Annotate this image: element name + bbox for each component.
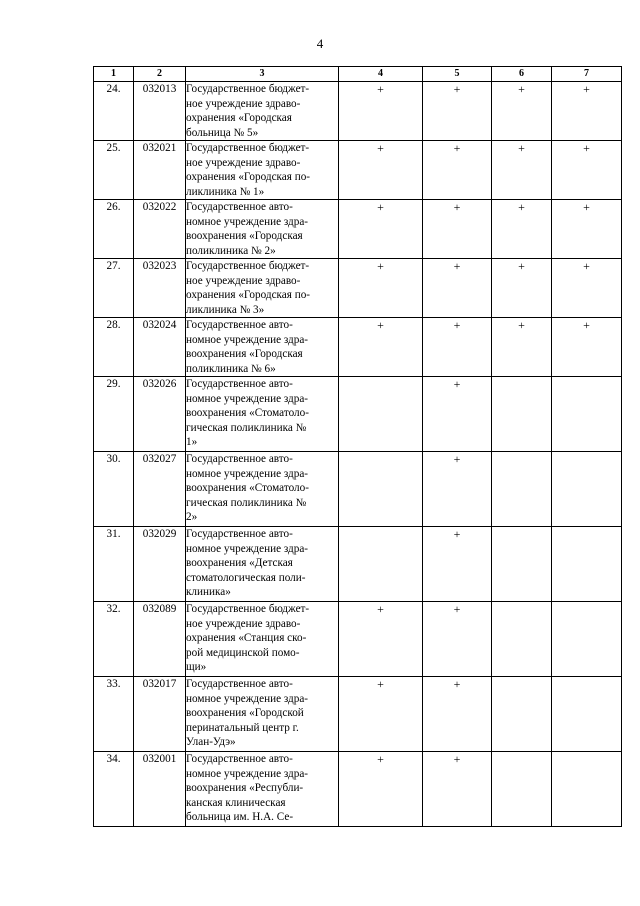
institution-name-line: ное учреждение здраво-	[186, 274, 301, 287]
institution-name-line: перинатальный центр г.	[186, 721, 299, 734]
mark-col-5: +	[423, 527, 492, 602]
row-number: 31.	[94, 527, 134, 602]
table-body	[94, 82, 622, 827]
header-col-3: 3	[186, 67, 339, 82]
mark-col-6	[492, 752, 552, 827]
header-col-6: 6	[492, 67, 552, 82]
mark-col-5: +	[423, 141, 492, 200]
row-number: 32.	[94, 602, 134, 677]
institution-code: 032022	[134, 200, 186, 259]
table-row	[94, 377, 622, 452]
row-number: 34.	[94, 752, 134, 827]
table-row	[94, 527, 622, 602]
table-row	[94, 200, 622, 259]
mark-col-6: +	[492, 82, 552, 141]
row-number: 33.	[94, 677, 134, 752]
institution-code: 032023	[134, 259, 186, 318]
mark-col-4: +	[339, 200, 423, 259]
institution-name	[186, 527, 339, 602]
table-row	[94, 259, 622, 318]
institution-name-line: номное учреждение здра-	[186, 542, 309, 555]
institution-name-line: ликлиника № 1»	[186, 185, 265, 198]
institution-name-line: Государственное авто-	[186, 201, 293, 213]
institution-name-line: охранения «Станция ско-	[186, 632, 307, 644]
mark-col-4	[339, 377, 423, 452]
row-number: 28.	[94, 318, 134, 377]
row-number: 26.	[94, 200, 134, 259]
institution-name-line: Государственное авто-	[186, 753, 293, 765]
institution-name-line: стоматологическая поли-	[186, 571, 306, 584]
table-row	[94, 82, 622, 141]
institution-name-line: номное учреждение здра-	[186, 467, 309, 480]
institution-code: 032027	[134, 452, 186, 527]
institution-name-line: охранения «Городская	[186, 112, 292, 124]
institution-name-line: воохранения «Детская	[186, 557, 293, 569]
mark-col-5: +	[423, 259, 492, 318]
institution-name-line: Государственное бюджет-	[186, 603, 310, 615]
institution-name-line: ное учреждение здраво-	[186, 156, 301, 169]
mark-col-5: +	[423, 377, 492, 452]
institution-name	[186, 677, 339, 752]
mark-col-7	[552, 527, 622, 602]
mark-col-4	[339, 452, 423, 527]
table-row	[94, 677, 622, 752]
mark-col-7: +	[552, 82, 622, 141]
mark-col-6	[492, 677, 552, 752]
institution-code: 032017	[134, 677, 186, 752]
mark-col-7: +	[552, 259, 622, 318]
mark-col-6: +	[492, 200, 552, 259]
mark-col-5: +	[423, 200, 492, 259]
institution-name	[186, 752, 339, 827]
institution-code: 032089	[134, 602, 186, 677]
institution-name-line: клиника»	[186, 586, 231, 598]
institution-name-line: ликлиника № 3»	[186, 303, 265, 316]
table-row	[94, 602, 622, 677]
institution-name-line: поликлиника № 2»	[186, 244, 276, 257]
mark-col-7	[552, 752, 622, 827]
institution-name	[186, 602, 339, 677]
institution-name-line: Государственное бюджет-	[186, 83, 310, 95]
row-number: 30.	[94, 452, 134, 527]
row-number: 29.	[94, 377, 134, 452]
mark-col-6: +	[492, 259, 552, 318]
institution-name-line: Государственное бюджет-	[186, 142, 310, 154]
institution-name-line: поликлиника № 6»	[186, 362, 276, 375]
mark-col-4	[339, 527, 423, 602]
institution-name-line: Государственное авто-	[186, 319, 293, 331]
institution-name-line: Государственное авто-	[186, 453, 293, 465]
institution-name-line: Государственное авто-	[186, 528, 293, 540]
mark-col-7: +	[552, 318, 622, 377]
mark-col-7: +	[552, 141, 622, 200]
institution-name-line: номное учреждение здра-	[186, 215, 309, 228]
mark-col-5: +	[423, 677, 492, 752]
mark-col-4: +	[339, 259, 423, 318]
institution-name	[186, 318, 339, 377]
mark-col-5: +	[423, 318, 492, 377]
institution-name	[186, 141, 339, 200]
institution-name-line: рой медицинской помо-	[186, 646, 300, 659]
header-col-1: 1	[94, 67, 134, 82]
mark-col-6	[492, 527, 552, 602]
mark-col-4: +	[339, 318, 423, 377]
institution-code: 032001	[134, 752, 186, 827]
institution-name-line: номное учреждение здра-	[186, 392, 309, 405]
mark-col-6	[492, 602, 552, 677]
institution-name-line: Государственное бюджет-	[186, 260, 310, 272]
institution-name-line: воохранения «Городская	[186, 230, 303, 242]
institution-name-line: гическая поликлиника №	[186, 496, 307, 509]
institution-name-line: Государственное авто-	[186, 678, 293, 690]
institution-code: 032026	[134, 377, 186, 452]
institution-name-line: номное учреждение здра-	[186, 692, 309, 705]
institution-name-line: 2»	[186, 511, 198, 523]
table-row	[94, 141, 622, 200]
mark-col-6: +	[492, 318, 552, 377]
institution-code: 032021	[134, 141, 186, 200]
mark-col-7	[552, 602, 622, 677]
header-col-5: 5	[423, 67, 492, 82]
institution-code: 032013	[134, 82, 186, 141]
institution-name-line: номное учреждение здра-	[186, 333, 309, 346]
institution-name-line: Улан-Удэ»	[186, 736, 236, 748]
mark-col-5: +	[423, 752, 492, 827]
mark-col-7	[552, 677, 622, 752]
table-row	[94, 452, 622, 527]
mark-col-6: +	[492, 141, 552, 200]
registry-table	[93, 66, 622, 827]
mark-col-5: +	[423, 82, 492, 141]
institution-name-line: ное учреждение здраво-	[186, 617, 301, 630]
mark-col-4: +	[339, 141, 423, 200]
header-col-2: 2	[134, 67, 186, 82]
row-number: 27.	[94, 259, 134, 318]
institution-name-line: канская клиническая	[186, 796, 286, 809]
mark-col-6	[492, 452, 552, 527]
institution-name-line: воохранения «Республи-	[186, 782, 304, 794]
mark-col-6	[492, 377, 552, 452]
institution-name-line: воохранения «Стоматоло-	[186, 482, 309, 494]
institution-name-line: охранения «Городская по-	[186, 289, 311, 301]
institution-name-line: охранения «Городская по-	[186, 171, 311, 183]
institution-name-line: гическая поликлиника №	[186, 421, 307, 434]
institution-name	[186, 259, 339, 318]
institution-name-line: больница № 5»	[186, 126, 259, 139]
header-row	[94, 67, 622, 82]
institution-name	[186, 200, 339, 259]
mark-col-7	[552, 377, 622, 452]
institution-name-line: Государственное авто-	[186, 378, 293, 390]
header-col-7: 7	[552, 67, 622, 82]
institution-name	[186, 82, 339, 141]
institution-name-line: номное учреждение здра-	[186, 767, 309, 780]
institution-name-line: больница им. Н.А. Се-	[186, 811, 294, 823]
mark-col-5: +	[423, 452, 492, 527]
institution-name-line: воохранения «Городская	[186, 348, 303, 360]
table-row	[94, 752, 622, 827]
institution-name-line: щи»	[186, 661, 207, 673]
row-number: 24.	[94, 82, 134, 141]
mark-col-5: +	[423, 602, 492, 677]
mark-col-7	[552, 452, 622, 527]
institution-name-line: воохранения «Стоматоло-	[186, 407, 309, 419]
mark-col-4: +	[339, 82, 423, 141]
institution-name	[186, 452, 339, 527]
mark-col-4: +	[339, 752, 423, 827]
header-col-4: 4	[339, 67, 423, 82]
mark-col-7: +	[552, 200, 622, 259]
mark-col-4: +	[339, 602, 423, 677]
mark-col-4: +	[339, 677, 423, 752]
row-number: 25.	[94, 141, 134, 200]
institution-name-line: воохранения «Городской	[186, 707, 304, 719]
institution-code: 032029	[134, 527, 186, 602]
table-row	[94, 318, 622, 377]
institution-name-line: ное учреждение здраво-	[186, 97, 301, 110]
institution-name	[186, 377, 339, 452]
page-number: 4	[316, 36, 324, 51]
institution-code: 032024	[134, 318, 186, 377]
institution-name-line: 1»	[186, 436, 198, 448]
